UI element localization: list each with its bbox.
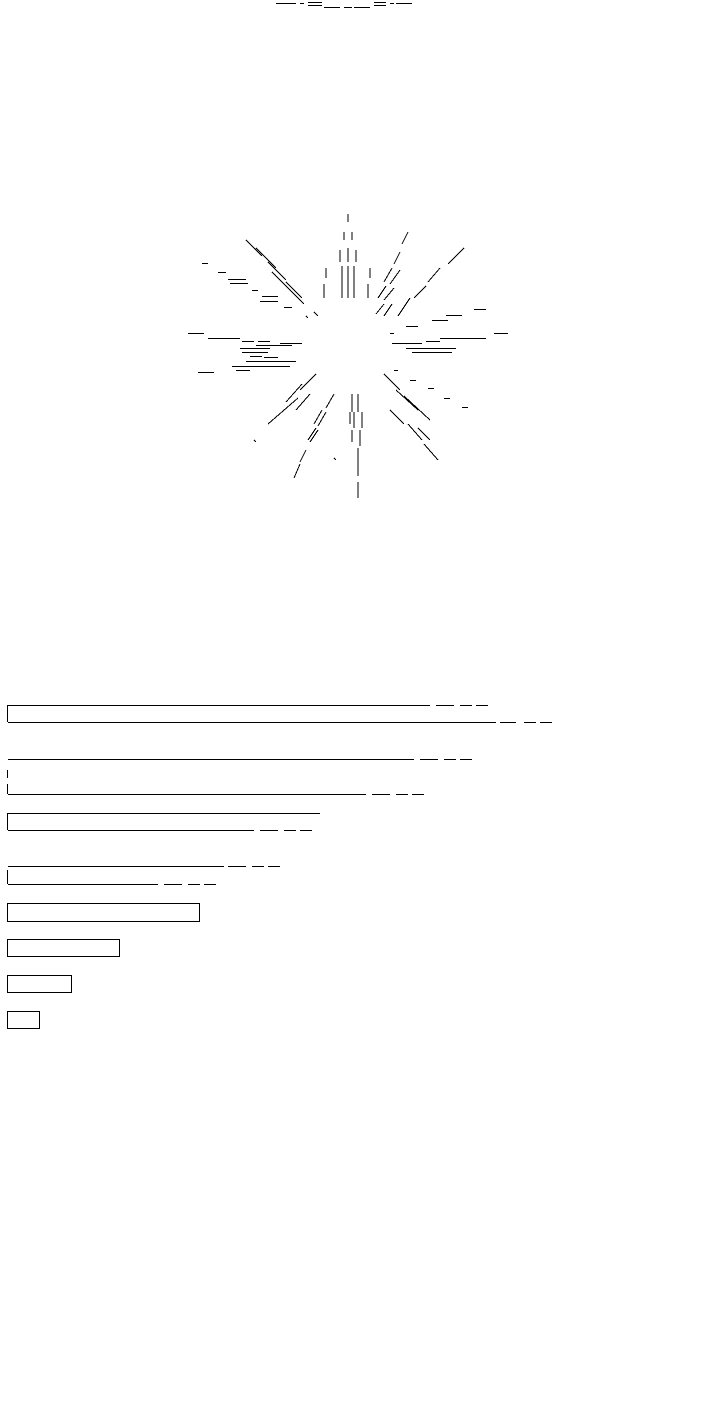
strip-group-2 [8, 760, 473, 795]
strip-group-4 [8, 867, 281, 885]
strip-boxes [8, 904, 200, 1029]
strip-box-1 [8, 904, 200, 922]
strip-box-4 [8, 1012, 40, 1029]
top-dash-strip [276, 3, 412, 8]
starburst-dashes-icon [188, 214, 508, 498]
strip-box-3 [8, 976, 72, 993]
strip-group-1 [8, 705, 553, 723]
strip-box-2 [8, 940, 120, 957]
strip-group-3 [8, 813, 321, 831]
